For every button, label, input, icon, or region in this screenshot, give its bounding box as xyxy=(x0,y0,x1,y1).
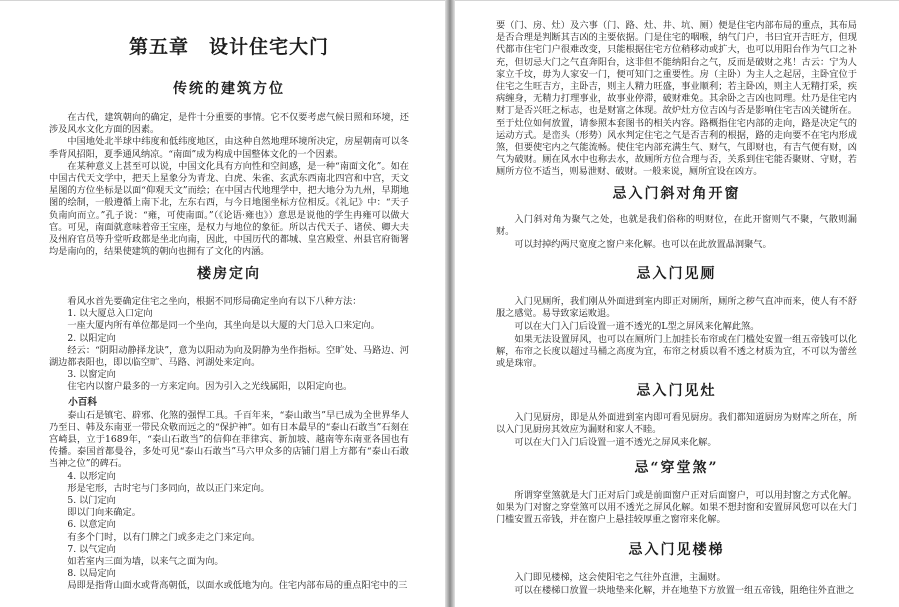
paragraph: 入门即见楼梯，这会使阳宅之气往外直泄，主漏财。 xyxy=(514,572,726,583)
method-title: 8. 以局定向 xyxy=(67,568,116,580)
method-title: 2. 以阳定向 xyxy=(67,332,116,344)
paragraph: 要（门、房、灶）及六事（门、路、灶、井、坑、厕）便是住宅内部布局的重点，其布局是否合理是判断其吉凶的主要依据。门是住宅的咽喉，纳气门户，书曰宜开吉旺方，但现代都市住宅门户很难改变，只能根据住宅方位稍移动或扩大，也可以用阳台作为气口之补充，但切忌大门之气直奔阳台，这非但不能纳阳台之气，反而是破财之兆！古云：宁为人家立千坟，毋为人家安一门，便可知门之重要性。房（主卧）为主人之起居，主卧宜位于住宅之生旺吉方，主卧吉，则主人精力旺盛，事业顺利；若主卧凶，则主人无精打采，疾病缠身，无精力打理事业，故事业停滞，破财难免。其余卧之吉凶也同理。灶乃是住宅内财丁是否兴旺之标志，也是财富之体现。故炉灶方位吉凶与否是影响住宅吉凶关键所在。至于灶位如何放置，请参照本套图书的相关内容。路概指住宅内部的走向，路是决定气的运动方式。是峦头（形势）风水判定住宅之气是否吉利的根据，路的走向要不在宅内形成煞，但要使宅内之气能流畅。使住宅内部充满生气、财气，气即财也，有吉气便有财，凶气为破财。厕在风水中也称去水，故厕所方位合理与否，关系到住宅能否聚财、守财，若厕所方位不适当，则易泄财、破财。一般来说，厕所宜设在凶方。 xyxy=(496,20,857,178)
section-heading-diagonal-window: 忌入门斜对角开窗 xyxy=(612,186,741,202)
paragraph: 在某种意义上甚至可以说，中国文化具有方向性和空间感，是一种“南面文化”。如在中国古代天文学中，把天上星象分为青龙、白虎、朱雀、玄武东西南北四宫和中宫，天文星图的方位坐标是以面“仰观天文”而绘；在中国古代地理学中，把大地分为九州，早期地图的绘制，一般遵循上南下北，左东右西，与今日地图坐标方位相反。《礼记》中：“天子负南向而立。”孔子说：“雍，可使南面。”（《论语·雍也》）意思是说他的学生冉雍可以做大官。可见，南面就意味着帝王宝座，是权力与地位的象征。所以古代天子、诸侯、卿大夫及州府官员等升堂听政都是坐北向南，因此，中国历代的都城、皇宫殿堂、州县官府衙署均是南向的，结果使建筑的朝向也拥有了文化的内涵。 xyxy=(49,160,409,258)
book-gutter xyxy=(445,0,455,607)
method-title: 7. 以气定向 xyxy=(67,543,116,555)
continued-paragraph xyxy=(496,20,857,179)
section-heading-piercing-hall: 忌“穿堂煞” xyxy=(634,460,719,476)
method-text: 一座大厦内所有单位都是同一个坐向，其坐向是以大厦的大门总入口来定向。 xyxy=(67,320,380,332)
method-title: 4. 以形定向 xyxy=(67,470,116,482)
method-text: 经云：“阴阳动静择龙诀”，意为以阳动为向及阴静为坐作指标。空旷处、马路边、河湖边都表阳也，即以临空旷、马路、河湖处来定向。 xyxy=(49,344,409,369)
section-body-facing-stairs xyxy=(496,572,857,597)
method-text: 局即是指背山面水或背高朝低，以面水或低地为向。住宅内部布局的重点阳宅中的三 xyxy=(67,580,408,592)
paragraph: 入门斜对角为聚气之处，也就是我们俗称的明财位，在此开窗则气不聚，气散则漏财。 xyxy=(496,214,857,238)
method-text: 形是宅形，古时宅与门多同向，故以正门来定向。 xyxy=(67,482,270,494)
paragraph: 入门见厨房，即是从外面进到室内即可看见厨房。我们都知道厨房为财库之所在，所以入门见厨房其效应为漏财和家人不睦。 xyxy=(496,412,857,436)
paragraph: 中国地处北半球中纬度和低纬度地区，由这种自然地理环境所决定，房屋朝南可以冬季背风招阳，夏季通风纳凉。“南面”成为构成中国整体文化的一个因素。 xyxy=(49,136,409,160)
method-text: 如若室内三面为墙，以来气之面为向。 xyxy=(67,556,224,568)
paragraph: 在古代，建筑朝向的确定，是件十分重要的事情。它不仅要考虑气候日照和环境，还涉及风水文化方面的因素。 xyxy=(49,112,409,136)
method-text: 有多个门时，以有门牌之门或多走之门来定向。 xyxy=(67,531,261,543)
section-body-facing-stove xyxy=(496,412,857,449)
method-title: 6. 以意定向 xyxy=(67,519,116,531)
method-title: 5. 以门定向 xyxy=(67,495,116,507)
sidebar-text: 泰山石是镇宅、辟邪、化煞的强悍工具。千百年来，“泰山敢当”早已成为全世界华人乃至日、韩及东南亚一带民众敬而远之的“保护神”。如有日本最早的“泰山石敢当”石刻在宫崎县，立于1689年，“泰山石敢当”的信仰在菲律宾、新加坡、越南等东南亚各国也有传播。泰国首都曼谷，多处可见“泰山石敢当”马六甲众多的店铺门眉上方都有“泰山石敢当神之位”的碑石。 xyxy=(49,409,409,470)
paragraph: 可以在大门入门后设置一道不透光的L型之屏风来化解此煞。 xyxy=(514,321,760,332)
section-heading-building-orientation: 楼房定向 xyxy=(197,266,261,282)
section-heading-facing-toilet: 忌入门见厕 xyxy=(636,266,717,282)
section-body-traditional-orientation xyxy=(49,112,409,258)
method-text: 住宅内以窗户最多的一方来定向。因为引入之光线属阳，以阳定向也。 xyxy=(67,381,353,393)
section-body-diagonal-window xyxy=(496,214,857,251)
section-heading-facing-stove: 忌入门见灶 xyxy=(636,383,717,399)
method-title: 1. 以大厦总入口定向 xyxy=(67,308,153,320)
left-page xyxy=(0,0,445,607)
paragraph: 可以在楼梯口放置一块地垫来化解，并在地垫下方放置一组五帝钱，阻绝往外直泄之 xyxy=(514,584,855,596)
section-heading-facing-stairs: 忌入门见楼梯 xyxy=(628,542,725,558)
paragraph: 入门见厕所，我们刚从外面进到室内即正对厕所，厕所之秽气直冲而来，使人有不舒服之感觉。易导致家运败退。 xyxy=(496,296,857,320)
method-text: 即以门向来确定。 xyxy=(67,507,141,519)
paragraph: 可以在大门入门后设置一道不透光之屏风来化解。 xyxy=(514,437,717,448)
paragraph: 可以封掉约两尺宽度之窗户来化解。也可以在此放置晶洞聚气。 xyxy=(514,239,772,250)
sidebar-heading: 小百科 xyxy=(68,396,97,408)
paragraph: 如果无法设置屏风，也可以在厕所门上加挂长布帘或在门槛处安置一组五帝钱可以化解，布帘之长度以超过马桶之高度为宜，布帘之材质以看不透之材质为宜，不可以为蕾丝或是珠帘。 xyxy=(496,333,857,370)
intro-paragraph: 看风水首先要确定住宅之坐向，根据不同形局确定坐向有以下八种方法： xyxy=(67,296,362,307)
section-heading-traditional-orientation: 传统的建筑方位 xyxy=(173,81,285,97)
chapter-title: 第五章 设计住宅大门 xyxy=(128,36,329,58)
paragraph: 所谓穿堂煞就是大门正对后门或是前面窗户正对后面窗户，可以用封窗之方式化解。如果为门对窗之穿堂煞可以用不透光之屏风化解。如果不想封窗和安置屏风您可以在大门门槛安置五帝钱，并在窗户上悬挂较厚重之窗帘来化解。 xyxy=(496,490,857,526)
section-body-facing-toilet xyxy=(496,296,857,370)
section-body-piercing-hall xyxy=(496,490,857,527)
right-page xyxy=(455,0,899,607)
section-body-building-orientation xyxy=(49,296,409,593)
method-title: 3. 以窗定向 xyxy=(67,369,116,381)
